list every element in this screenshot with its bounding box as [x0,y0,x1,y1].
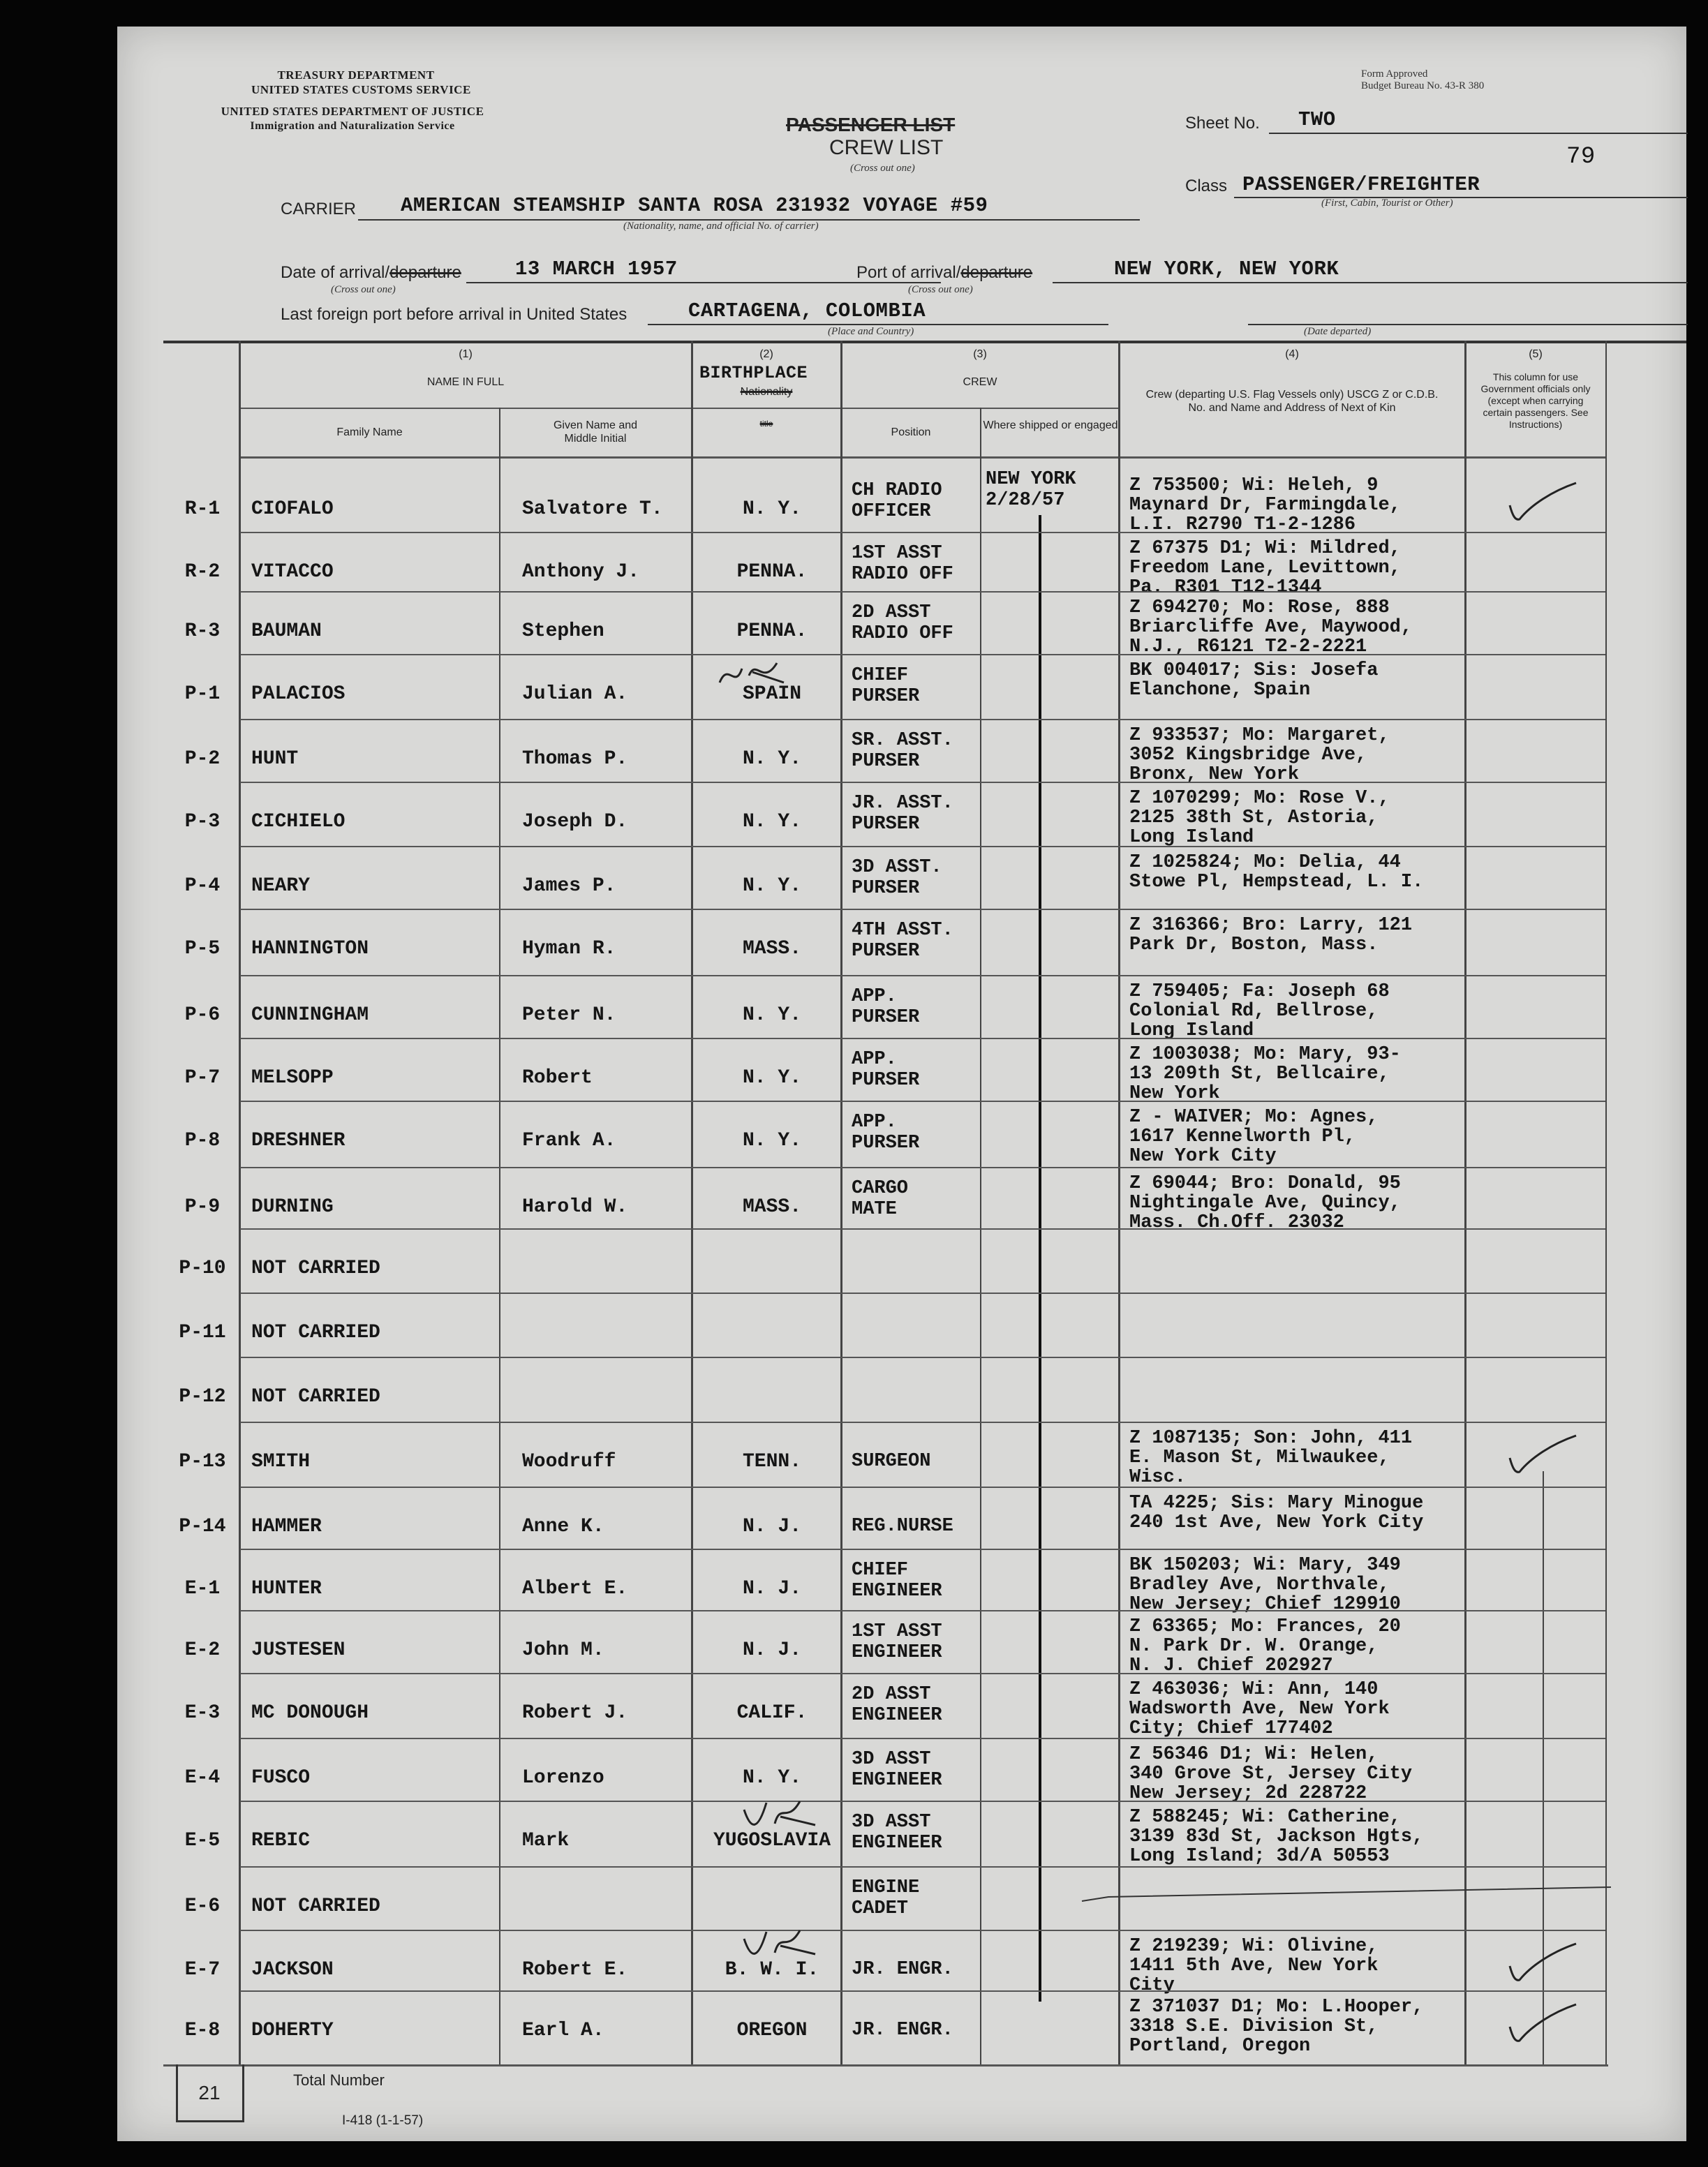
family-name: NEARY [251,875,311,897]
row-divider [240,654,1605,655]
next-of-kin: Z 933537; Mo: Margaret, 3052 Kingsbridge Ave, Bronx, New York [1129,725,1390,785]
row-divider [240,1549,1605,1550]
port-fill-line [1053,282,1688,283]
col-crew-divider [1118,341,1120,2064]
next-of-kin: Z 63365; Mo: Frances, 20 N. Park Dr. W. Orange, N. J. Chief 202927 [1129,1616,1401,1676]
sheet-value: TWO [1298,108,1336,131]
table-bottom-rule [163,2064,1608,2067]
given-name: Robert J. [522,1702,628,1724]
next-of-kin: Z 1025824; Mo: Delia, 44 Stowe Pl, Hempstead, L. I. [1129,852,1424,893]
given-name: Mark [522,1830,570,1852]
family-name: NOT CARRIED [251,1896,380,1917]
row-id: E-1 [184,1578,221,1600]
check-mark-icon [1503,1430,1580,1479]
next-of-kin: TA 4225; Sis: Mary Minogue 240 1st Ave, New York City [1129,1493,1424,1533]
dept-justice: UNITED STATES DEPARTMENT OF JUSTICE [221,105,484,118]
row-id: E-4 [184,1767,221,1789]
family-name: HUNT [251,748,299,770]
crew-position: 2D ASST RADIO OFF [852,602,953,644]
title-struck: title [759,419,773,429]
family-name: CIOFALO [251,498,334,520]
shipped-ditto-rule [1039,515,1041,2002]
given-name: Stephen [522,620,604,642]
birthplace: MASS. [742,938,801,960]
row-divider [240,1866,1605,1868]
row-divider [240,1610,1605,1611]
birthplace: N. Y. [742,1130,801,1152]
crew-position: ENGINE CADET [852,1877,920,1919]
row-divider [240,1738,1605,1739]
dept-ins: Immigration and Naturalization Service [250,120,455,132]
given-name: Albert E. [522,1578,628,1600]
row-id: P-11 [179,1322,226,1343]
birthplace: PENNA. [736,561,808,583]
sheet-fill-line [1269,133,1688,134]
given-name: Salvatore T. [522,498,663,520]
shipped-heading: Where shipped or engaged [983,419,1118,431]
col1-title: NAME IN FULL [426,376,505,388]
col4-number: (4) [1285,348,1299,360]
row-id: P-5 [184,938,221,960]
carrier-hint: (Nationality, name, and official No. of carrier) [623,221,819,232]
row-divider [240,975,1605,976]
port-cross-hint: (Cross out one) [908,284,973,295]
row-divider [240,846,1605,847]
family-name: VITACCO [251,561,334,583]
next-of-kin: Z 753500; Wi: Heleh, 9 Maynard Dr, Farmingdale, L.I. R2790 T1-2-1286 [1129,475,1401,535]
row-divider [240,782,1605,783]
birthplace: N. Y. [742,1767,801,1789]
row-id: E-7 [184,1959,221,1981]
family-name: SMITH [251,1451,311,1473]
date-departed-line [1248,324,1688,325]
birthplace: N. Y. [742,811,801,833]
form-approved: Form Approved [1361,68,1428,80]
form-number: I-418 (1-1-57) [342,2113,424,2128]
next-of-kin: Z 1087135; Son: John, 411 E. Mason St, Milwaukee, Wisc. [1129,1428,1413,1488]
row-id: P-1 [184,683,221,705]
page-number: 79 [1566,144,1596,170]
row-id: E-6 [184,1896,221,1917]
family-name: NOT CARRIED [251,1322,380,1343]
crew-position: 4TH ASST. PURSER [852,920,953,962]
col2-number: (2) [759,348,773,360]
given-name: Hyman R. [522,938,616,960]
next-of-kin: Z 56346 D1; Wi: Helen, 340 Grove St, Jersey City New Jersey; 2d 228722 [1129,1744,1413,1804]
col-family-divider [499,408,500,2064]
given-name: Lorenzo [522,1767,604,1789]
family-name: DOHERTY [251,2020,334,2041]
family-name: NOT CARRIED [251,1258,380,1279]
family-name: CUNNINGHAM [251,1004,369,1026]
row-divider [240,719,1605,720]
next-of-kin: Z 219239; Wi: Olivine, 1411 5th Ave, New York City [1129,1936,1379,1996]
crew-position: CARGO MATE [852,1178,909,1220]
handwritten-initials-2 [738,1796,822,1838]
family-name: DRESHNER [251,1130,346,1152]
col-kin-divider [1464,341,1466,2064]
row-id: R-1 [184,498,221,520]
crew-position: APP. PURSER [852,1049,920,1091]
crew-position: SR. ASST. PURSER [852,730,953,772]
next-of-kin: Z 67375 D1; Wi: Mildred, Freedom Lane, Levittown, Pa. R301 T12-1344 [1129,538,1401,598]
col3-title: CREW [963,376,997,388]
birthplace: CALIF. [736,1702,808,1724]
cross-out-hint: (Cross out one) [850,163,915,174]
row-id: E-3 [184,1702,221,1724]
birthplace: N. J. [742,1516,801,1537]
next-of-kin: Z 69044; Bro: Donald, 95 Nightingale Ave, Quincy, Mass. Ch.Off. 23032 [1129,1173,1401,1233]
port-struck: departure [960,263,1033,282]
row-divider [240,1101,1605,1102]
given-name: Earl A. [522,2020,604,2041]
next-of-kin: Z 694270; Mo: Rose, 888 Briarcliffe Ave, Maywood, N.J., R6121 T2-2-2221 [1129,597,1413,657]
row-id: P-2 [184,748,221,770]
row-id: P-13 [179,1451,226,1473]
sheet-label: Sheet No. [1185,114,1260,133]
crew-position: REG.NURSE [852,1516,953,1537]
crew-position: JR. ASST. PURSER [852,793,953,835]
birthplace: OREGON [736,2020,808,2041]
row-divider [240,1801,1605,1802]
col-row-id-divider [239,341,241,2064]
family-name: MC DONOUGH [251,1702,369,1724]
crew-position: CH RADIO OFFICER [852,480,942,522]
table-top-rule [163,341,1686,343]
birthplace: N. Y. [742,875,801,897]
date-departed-hint: (Date departed) [1304,326,1372,337]
row-divider [240,591,1605,593]
row-id: P-6 [184,1004,221,1026]
row-divider [240,1293,1605,1294]
class-value: PASSENGER/FREIGHTER [1242,173,1480,196]
place-hint: (Place and Country) [828,326,914,337]
row-id: E-8 [184,2020,221,2041]
row-divider [240,532,1605,533]
family-name: MELSOPP [251,1067,334,1089]
check-mark-icon [1503,477,1580,526]
family-name: DURNING [251,1196,334,1218]
carrier-label: CARRIER [281,200,357,218]
birthplace: N. Y. [742,1067,801,1089]
class-hint: (First, Cabin, Tourist or Other) [1321,198,1453,209]
family-name: HUNTER [251,1578,322,1600]
birthplace: N. Y. [742,1004,801,1026]
crew-position: APP. PURSER [852,986,920,1028]
dept-treasury: TREASURY DEPARTMENT [277,68,435,82]
row-divider [240,1930,1605,1931]
next-of-kin: Z 1070299; Mo: Rose V., 2125 38th St, Astoria, Long Island [1129,788,1390,848]
given-name: Joseph D. [522,811,628,833]
row-id: R-2 [184,561,221,583]
row-divider [240,1422,1605,1423]
birthplace: TENN. [742,1451,801,1473]
col-given-divider [691,341,693,2064]
check-mark-icon [1503,1999,1580,2048]
birthplace: B. W. I. [725,1959,819,1981]
header-bottom-rule [240,456,1605,459]
arrival-value: 13 MARCH 1957 [515,258,678,281]
row-divider [240,1167,1605,1168]
total-label: Total Number [293,2071,385,2089]
next-of-kin: Z 588245; Wi: Catherine, 3139 83d St, Jackson Hgts, Long Island; 3d/A 50553 [1129,1807,1424,1867]
row-divider [240,1228,1605,1230]
crew-position: JR. ENGR. [852,2020,953,2041]
next-of-kin: Z 371037 D1; Mo: L.Hooper, 3318 S.E. Division St, Portland, Oregon [1129,1997,1424,2057]
row-id: R-3 [184,620,221,642]
total-value: 21 [198,2082,221,2103]
crew-position: JR. ENGR. [852,1959,953,1980]
family-name: BAUMAN [251,620,322,642]
next-of-kin: Z - WAIVER; Mo: Agnes, 1617 Kennelworth Pl, New York City [1129,1107,1379,1167]
crew-position: 3D ASST ENGINEER [852,1812,942,1854]
family-name-heading: Family Name [336,426,403,438]
family-name: FUSCO [251,1767,311,1789]
birthplace: YUGOSLAVIA [713,1830,831,1852]
given-name: Harold W. [522,1196,628,1218]
col4-title: Crew (departing U.S. Flag Vessels only) USCG Z or C.D.B. No. and Name and Address of Next of Kin [1145,389,1439,414]
col5-title: This column for use Government officials only (except when carrying certain passengers. See Instructions) [1480,371,1591,430]
row-id: P-8 [184,1130,221,1152]
given-name: Anthony J. [522,561,640,583]
given-name: Robert [522,1067,593,1089]
crew-position: 2D ASST ENGINEER [852,1684,942,1726]
birthplace: N. Y. [742,498,801,520]
birthplace: N. J. [742,1578,801,1600]
crew-list-form [117,27,1686,2141]
crew-position: CHIEF ENGINEER [852,1560,942,1602]
col3-number: (3) [973,348,987,360]
row-id: P-3 [184,811,221,833]
row-divider [240,1038,1605,1039]
row-id: P-14 [179,1516,226,1537]
col5-number: (5) [1529,348,1543,360]
family-name: NOT CARRIED [251,1386,380,1408]
family-name: JUSTESEN [251,1639,346,1661]
crew-position: APP. PURSER [852,1112,920,1154]
crew-position: SURGEON [852,1451,931,1472]
given-name: Robert E. [522,1959,628,1981]
class-fill-line [1234,197,1688,198]
row-id: P-4 [184,875,221,897]
row-divider [240,1357,1605,1358]
birthplace: PENNA. [736,620,808,642]
nationality-struck: Nationality [740,386,793,398]
given-name: James P. [522,875,616,897]
next-of-kin: BK 150203; Wi: Mary, 349 Bradley Ave, Northvale, New Jersey; Chief 129910 [1129,1555,1401,1615]
class-label: Class [1185,177,1228,195]
crew-position: 1ST ASST ENGINEER [852,1621,942,1663]
position-heading: Position [891,426,931,438]
given-name-heading: Given Name and Middle Initial [553,419,638,445]
name-subhead-rule [240,408,840,409]
budget-bureau: Budget Bureau No. 43-R 380 [1361,80,1485,91]
row-divider [240,1990,1605,1992]
handwritten-initials-3 [738,1925,822,1967]
arrival-struck: departure [389,263,461,282]
family-name: JACKSON [251,1959,334,1981]
row-id: P-10 [179,1258,226,1279]
last-port-fill-line [648,324,1108,325]
next-of-kin: BK 004017; Sis: Josefa Elanchone, Spain [1129,660,1379,701]
dept-customs: UNITED STATES CUSTOMS SERVICE [251,83,471,96]
crew-list-title: CREW LIST [829,136,944,159]
row-divider [240,1673,1605,1674]
birthplace: SPAIN [742,683,801,705]
next-of-kin: Z 316366; Bro: Larry, 121 Park Dr, Boston, Mass. [1129,915,1413,955]
crew-position: 1ST ASST RADIO OFF [852,543,953,585]
birthplace: N. J. [742,1639,801,1661]
crew-position: CHIEF PURSER [852,665,920,707]
family-name: CICHIELO [251,811,346,833]
given-name: Julian A. [522,683,628,705]
row-id: P-9 [184,1196,221,1218]
last-port-value: CARTAGENA, COLOMBIA [688,299,926,322]
row-id: P-7 [184,1067,221,1089]
given-name: John M. [522,1639,604,1661]
port-value: NEW YORK, NEW YORK [1114,258,1339,281]
row-divider [240,909,1605,910]
crew-position: 3D ASST. PURSER [852,857,942,899]
next-of-kin: Z 759405; Fa: Joseph 68 Colonial Rd, Bellrose, Long Island [1129,981,1390,1041]
birthplace: MASS. [742,1196,801,1218]
shipped-place: NEW YORK [986,469,1076,490]
arrival-cross-hint: (Cross out one) [331,284,396,295]
given-name: Thomas P. [522,748,628,770]
family-name: HAMMER [251,1516,322,1537]
port-label: Port of arrival/departure [856,263,1033,282]
given-name: Anne K. [522,1516,604,1537]
family-name: HANNINGTON [251,938,369,960]
col-govt-divider [1605,341,1607,2064]
row-id: E-5 [184,1830,221,1852]
given-name: Woodruff [522,1451,616,1473]
row-id: E-2 [184,1639,221,1661]
row-id: P-12 [179,1386,226,1408]
col-position-divider [980,408,981,2064]
family-name: PALACIOS [251,683,346,705]
carrier-value: AMERICAN STEAMSHIP SANTA ROSA 231932 VOYAGE #59 [401,194,988,217]
check-mark-icon [1503,1938,1580,1987]
shipped-date: 2/28/57 [986,490,1065,511]
birthplace: N. Y. [742,748,801,770]
last-port-label: Last foreign port before arrival in United States [281,305,627,324]
next-of-kin: Z 1003038; Mo: Mary, 93- 13 209th St, Bellcaire, New York [1129,1044,1401,1104]
birthplace-heading: BIRTHPLACE [699,363,808,383]
row-divider [240,1487,1605,1488]
arrival-label: Date of arrival/departure [281,263,461,282]
col-birthplace-divider [840,341,842,2064]
passenger-list-title-struck: PASSENGER LIST [786,114,956,135]
handwritten-initials-1 [714,655,798,697]
crew-position: 3D ASST ENGINEER [852,1749,942,1791]
next-of-kin: Z 463036; Wi: Ann, 140 Wadsworth Ave, New York City; Chief 177402 [1129,1679,1390,1739]
given-name: Frank A. [522,1130,616,1152]
col1-number: (1) [459,348,473,360]
cadet-pen-line [1081,1883,1611,1911]
given-name: Peter N. [522,1004,616,1026]
family-name: REBIC [251,1830,311,1852]
